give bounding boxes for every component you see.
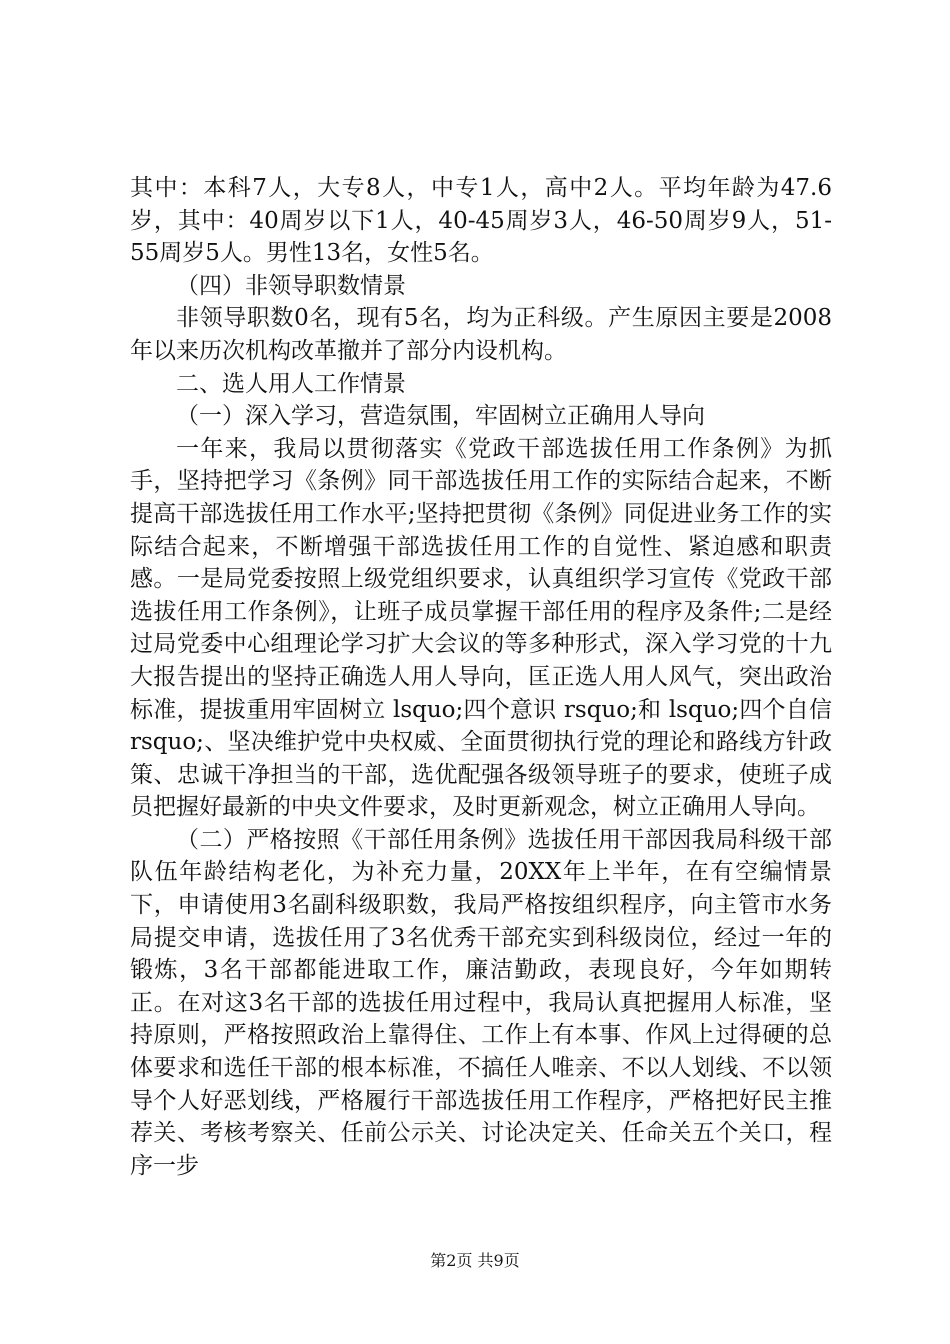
paragraph-non-leadership: 非领导职数0名，现有5名，均为正科级。产生原因主要是2008年以来历次机构改革撤并了部分内设机构。	[130, 305, 832, 364]
paragraph-study: 一年来，我局以贯彻落实《党政干部选拔任用工作条例》为抓手，坚持把学习《条例》同干部选拔任用工作的实际结合起来，不断提高干部选拔任用工作水平;坚持把贯彻《条例》同促进业务工作的实际结合起来，不断增强干部选拔任用工作的自觉性、紧迫感和职责感。一是局党委按照上级党组织要求，认真组织学习宣传《党政干部选拔任用工作条例》，让班子成员掌握干部任用的程序及条件;二是经过局党委中心组理论学习扩大会议的等多种形式，深入学习党的十九大报告提出的坚持正确选人用人导向，匡正选人用人风气，突出政治标准，提拔重用牢固树立 lsquo;四个意识 rsquo;和 lsquo;四个自信 rsquo;、坚决维护党中央权威、全面贯彻执行党的理论和路线方针政策、忠诚干净担当的干部，选优配强各级领导班子的要求，使班子成员把握好最新的中央文件要求，及时更新观念，树立正确用人导向。	[130, 435, 832, 821]
heading-subsection-one: （一）深入学习，营造氛围，牢固树立正确用人导向	[176, 403, 705, 430]
heading-section-two: 二、选人用人工作情景	[176, 370, 406, 397]
paragraph-1: 其中：本科7人，大专8人，中专1人，高中2人。平均年龄为47.6岁，其中：40周岁以下1人，40-45周岁3人，46-50周岁9人，51-55周岁5人。男性13名，女性5名。	[130, 175, 832, 267]
body-text	[130, 172, 832, 1182]
paragraph-selection: （二）严格按照《干部任用条例》选拔任用干部因我局科级干部队伍年龄结构老化，为补充力量，20XX年上半年，在有空编情景下，申请使用3名副科级职数，我局严格按组织程序，向主管市水务局提交申请，选拔任用了3名优秀干部充实到科级岗位，经过一年的锻炼，3名干部都能进取工作，廉洁勤政，表现良好，今年如期转正。在对这3名干部的选拔任用过程中，我局认真把握用人标准，坚持原则，严格按照政治上靠得住、工作上有本事、作风上过得硬的总体要求和选任干部的根本标准，不搞任人唯亲、不以人划线、不以领导个人好恶划线，严格履行干部选拔任用工作程序，严格把好民主推荐关、考核考察关、任前公示关、讨论决定关、任命关五个关口，程序一步	[130, 826, 832, 1179]
page-number-footer: 第2页 共9页	[430, 1251, 520, 1270]
heading-non-leadership-positions: （四）非领导职数情景	[176, 272, 406, 299]
